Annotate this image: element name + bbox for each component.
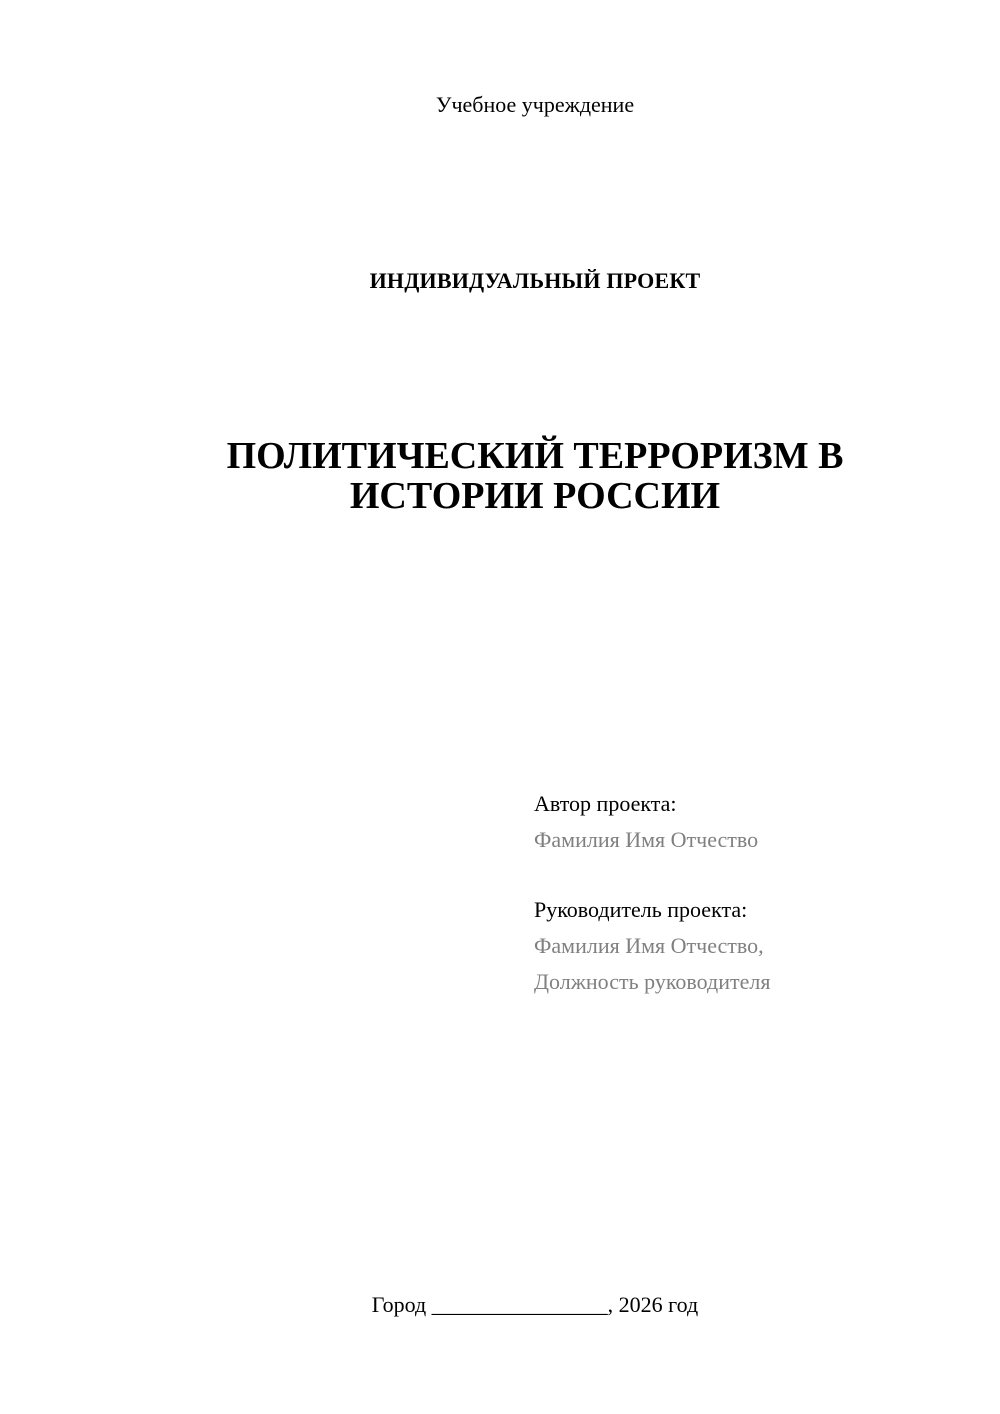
author-block: [534, 786, 974, 858]
project-type-heading: ИНДИВИДУАЛЬНЫЙ ПРОЕКТ: [369, 268, 701, 293]
supervisor-position: Должность руководителя: [534, 969, 771, 994]
project-title-line-1: ПОЛИТИЧЕСКИЙ ТЕРРОРИЗМ В: [226, 435, 844, 477]
supervisor-block: [534, 892, 974, 1000]
project-title: [0, 436, 1000, 516]
author-label: Автор проекта:: [534, 791, 677, 816]
supervisor-label: Руководитель проекта:: [534, 897, 748, 922]
supervisor-name: Фамилия Имя Отчество,: [534, 933, 764, 958]
city-year-line: Город ________________, 2026 год: [371, 1292, 699, 1317]
author-name: Фамилия Имя Отчество: [534, 827, 759, 852]
institution-name: Учебное учреждение: [435, 92, 635, 117]
project-title-line-2: ИСТОРИИ РОССИИ: [349, 475, 721, 517]
